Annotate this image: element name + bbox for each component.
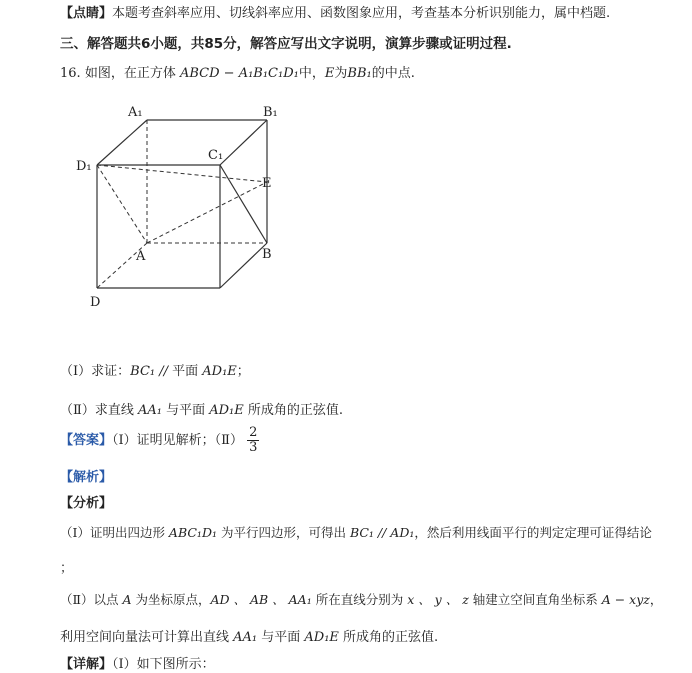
problem-statement — [60, 62, 415, 81]
edge-c1-b1 — [220, 120, 267, 165]
fenxi-l3-plane: AD₁E — [304, 630, 339, 645]
note-text: 本题考查斜率应用、切线斜率应用、函数图象应用，考查基本分析识别能力，属中档题. — [112, 6, 611, 21]
detail — [60, 653, 215, 672]
part2-plane-name: AD₁E — [209, 403, 244, 418]
answer-part1: （Ⅰ）证明见解析； — [112, 433, 215, 448]
fenxi-l1-mid: 为平行四边形，可得出 — [216, 525, 350, 540]
label-c1: C₁ — [208, 148, 224, 163]
part1-expr: BC₁ // — [130, 364, 173, 379]
fenxi-l1-prefix: （Ⅰ）证明出四边形 — [60, 525, 169, 540]
statement-mid2: 为 — [334, 66, 348, 81]
label-b: B — [262, 247, 272, 262]
fenxi-line3 — [60, 626, 438, 645]
detail-text: （Ⅰ）如下图所示： — [112, 657, 215, 672]
fenxi-pt: A — [122, 592, 132, 607]
part1-plane-name: AD₁E — [202, 364, 237, 379]
fenxi-l3-prefix: 利用空间向量法可计算出直线 — [60, 630, 234, 645]
fenxi-l2-mid: 为坐标原点， — [131, 592, 211, 607]
fenxi-parallel: BC₁ // AD₁ — [349, 525, 415, 540]
fenxi-axes: x 、 y 、 z — [407, 592, 469, 607]
fenxi-system: A − xyz — [601, 592, 650, 607]
fenxi-l2-mid2: 所在直线分别为 — [311, 592, 408, 607]
segment-b-c1 — [220, 165, 267, 243]
part1-plane: 平面 — [172, 364, 203, 379]
answer — [60, 426, 259, 456]
answer-tag: 【答案】 — [60, 433, 113, 448]
label-d1: D₁ — [76, 159, 92, 174]
segment-d1-a — [97, 165, 147, 243]
statement-mid: 中， — [298, 66, 325, 81]
label-e: E — [262, 176, 272, 191]
fenxi-line2 — [60, 590, 662, 608]
detail-tag: 【详解】 — [60, 657, 113, 672]
label-b1: B₁ — [263, 105, 278, 120]
problem-number: 16. — [60, 66, 81, 81]
statement-prefix: 如图，在正方体 — [84, 66, 176, 81]
fenxi-l1-suffix: ，然后利用线面平行的判定定理可证得结论 — [414, 525, 652, 540]
edge-bb1: BB₁ — [347, 66, 372, 81]
fenxi-l2-prefix: （Ⅱ）以点 — [60, 592, 123, 607]
part2-text: 求直线 — [94, 403, 138, 418]
part2-index: （Ⅱ） — [60, 403, 95, 418]
fenxi-axes-lines: AD 、 AB 、 AA₁ — [210, 592, 312, 607]
part2-line: AA₁ — [137, 403, 162, 418]
part1 — [60, 360, 250, 379]
section-heading: 三、解答题共6小题，共85分，解答应写出文字说明，演算步骤或证明过程. — [60, 36, 512, 52]
part1-index: （Ⅰ） — [60, 364, 92, 379]
fenxi-quad: ABC₁D₁ — [168, 525, 217, 540]
note-tag: 【点睛】 — [60, 6, 113, 21]
fenxi-l2-mid3: 轴建立空间直角坐标系 — [468, 592, 602, 607]
part2-end: 所成角的正弦值. — [243, 403, 344, 418]
fenxi-l2-suffix: ， — [649, 592, 663, 607]
part2-mid: 与平面 — [161, 403, 210, 418]
statement-suffix: 的中点. — [371, 66, 415, 81]
edge-d1-a1 — [97, 120, 147, 165]
label-a1: A₁ — [128, 105, 143, 120]
top-note — [60, 2, 610, 21]
answer-part2: （Ⅱ） — [214, 433, 243, 448]
fenxi-l3-mid: 与平面 — [257, 630, 305, 645]
part1-end: ； — [236, 364, 250, 379]
segment-d1-e — [97, 165, 267, 182]
fenxi-line1 — [60, 523, 652, 541]
cube-figure — [60, 98, 300, 318]
point-e: E — [324, 66, 335, 81]
edge-c-b — [220, 243, 267, 288]
label-d: D — [90, 295, 101, 310]
fraction-numerator: 2 — [249, 425, 258, 440]
fraction-denominator: 3 — [249, 440, 258, 455]
answer-fraction — [247, 426, 259, 455]
fenxi-l3-line: AA₁ — [233, 630, 258, 645]
fenxi-line1-cont: ； — [60, 561, 74, 576]
cube-name: ABCD − A₁B₁C₁D₁ — [179, 66, 299, 81]
part2 — [60, 399, 343, 418]
part1-text: 求证： — [91, 364, 131, 379]
analysis-tag: 【解析】 — [60, 470, 113, 485]
fenxi-l3-suffix: 所成角的正弦值. — [338, 630, 439, 645]
fenxi-tag: 【分析】 — [60, 496, 113, 511]
label-a: A — [136, 249, 146, 264]
